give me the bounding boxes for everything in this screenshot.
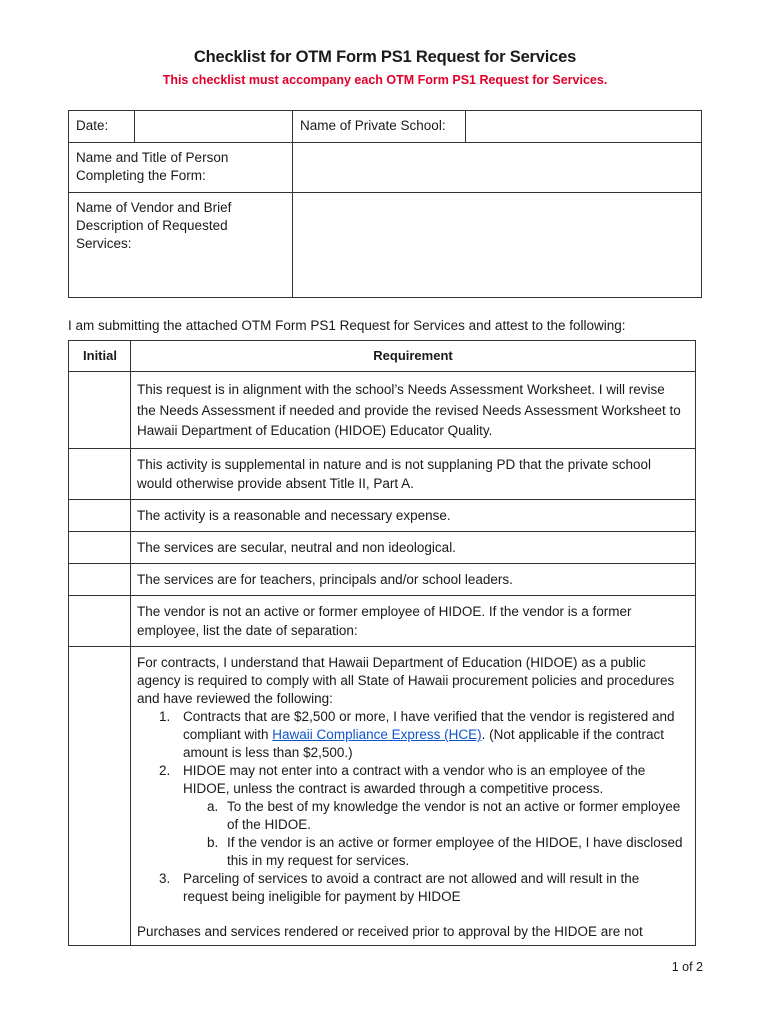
item2a-text: To the best of my knowledge the vendor is not an active or former employee of the HIDOE. (227, 799, 681, 832)
requirement-text-3: The activity is a reasonable and necessary expense. (137, 508, 451, 523)
info-table (68, 110, 702, 298)
row-divider (69, 499, 695, 500)
person-label (69, 143, 293, 193)
row-divider (69, 371, 695, 372)
requirement-header: Requirement (373, 348, 453, 363)
initial-box-2[interactable] (69, 449, 130, 499)
initial-header: Initial (83, 348, 117, 363)
school-field[interactable] (466, 111, 701, 143)
row-divider (69, 595, 695, 596)
document-subtitle: This checklist must accompany each OTM Form PS1 Request for Services. (162, 73, 608, 87)
requirement-text-1: This request is in alignment with the school’s Needs Assessment Worksheet. I will revise the Needs Assessment if needed and provide the revised Needs Assessment Worksheet to Hawaii Department of Education (HIDOE) Educator Quality. (137, 382, 681, 438)
date-label: Date: (69, 111, 135, 143)
row-divider (69, 531, 695, 532)
person-label-line1: Name and Title of Person (76, 150, 229, 165)
attestation-intro: I am submitting the attached OTM Form PS1 Request for Services and attest to the following: (68, 318, 626, 333)
initial-box-4[interactable] (69, 532, 130, 563)
requirement-text-2: This activity is supplemental in nature and is not supplaning PD that the private school would otherwise provide absent Title II, Part A. (137, 457, 652, 491)
item1-after: . (Not applicable if the contract amount is less than $2,500.) (183, 727, 664, 760)
contracts-intro: For contracts, I understand that Hawaii Department of Education (HIDOE) as a public agency is required to comply with all State of Hawaii procurement policies and procedures and have reviewed the following: (137, 655, 675, 706)
list-item (137, 870, 685, 906)
list-item (137, 798, 685, 834)
list-item (137, 708, 685, 762)
document-title: Checklist for OTM Form PS1 Request for Services (193, 48, 577, 66)
item2b-text: If the vendor is an active or former employee of the HIDOE, I have disclosed this in my request for services. (227, 835, 683, 868)
list-item (137, 834, 685, 870)
row-divider (69, 448, 695, 449)
requirement-text-6: The vendor is not an active or former employee of HIDOE. If the vendor is a former employee, list the date of separation: (137, 604, 632, 638)
vendor-label-line2: Description of Requested (76, 218, 228, 233)
list-letter: b. (207, 835, 219, 850)
vendor-label-line1: Name of Vendor and Brief (76, 200, 232, 215)
list-number: 3. (159, 871, 171, 886)
requirements-table (68, 340, 696, 946)
contracts-requirement (137, 654, 685, 941)
item2-text: HIDOE may not enter into a contract with a vendor who is an employee of the HIDOE, unless the contract is awarded through a competitive process. (183, 763, 646, 796)
person-label-line2: Completing the Form: (76, 168, 206, 183)
requirement-text-4: The services are secular, neutral and non ideological. (137, 540, 456, 555)
hce-link[interactable]: Hawaii Compliance Express (HCE) (272, 727, 482, 742)
page-number: 1 of 2 (671, 960, 703, 974)
person-field[interactable] (293, 143, 701, 193)
contracts-closing: Purchases and services rendered or received prior to approval by the HIDOE are not (137, 924, 643, 939)
initial-box-3[interactable] (69, 500, 130, 531)
list-item (137, 762, 685, 798)
initial-box-5[interactable] (69, 564, 130, 595)
item1-before: Contracts that are $2,500 or more, I have verified that the vendor is registered and compliant with (183, 709, 675, 742)
date-field[interactable] (135, 111, 293, 143)
initial-box-6[interactable] (69, 596, 130, 646)
vendor-field[interactable] (293, 193, 701, 297)
school-label: Name of Private School: (293, 111, 466, 143)
list-number: 2. (159, 763, 171, 778)
row-divider (69, 646, 695, 647)
contracts-list-cont (137, 870, 685, 906)
initial-box-1[interactable] (69, 372, 130, 448)
list-number: 1. (159, 709, 171, 724)
row-divider (69, 563, 695, 564)
item3-text: Parceling of services to avoid a contract are not allowed and will result in the request being ineligible for payment by HIDOE (183, 871, 640, 904)
list-letter: a. (207, 799, 219, 814)
vendor-label-line3: Services: (76, 236, 132, 251)
contracts-list (137, 708, 685, 798)
requirement-text-5: The services are for teachers, principals and/or school leaders. (137, 572, 513, 587)
vendor-label (69, 193, 293, 297)
contracts-sublist (137, 798, 685, 870)
initial-box-7[interactable] (69, 647, 130, 945)
